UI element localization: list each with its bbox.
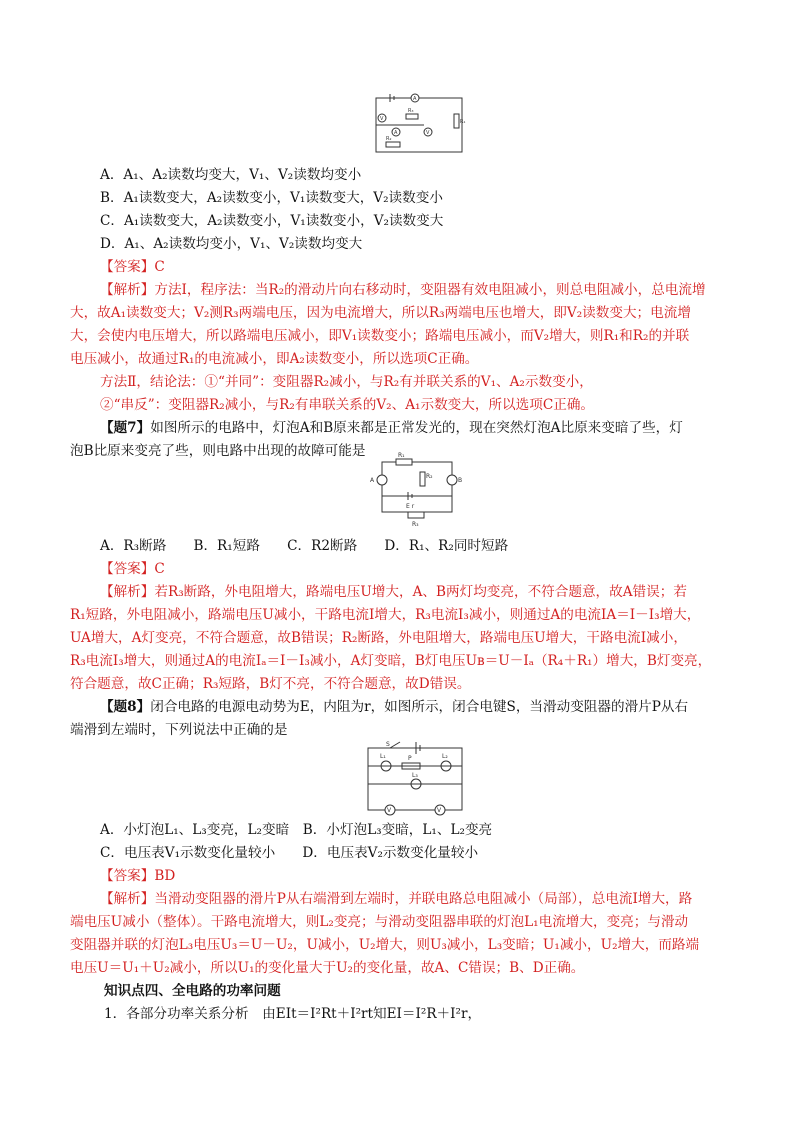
q7-analysis-line: R₁短路，外电阻减小，路端电压U减小，干路电流I增大，R₃电流I₃减小，则通过A的电流IA＝I－I₃增大，: [70, 607, 701, 623]
q6-analysis-line: 方法Ⅱ，结论法：①“并同”：变阻器R₂减小，与R₂有并联关系的V₁、A₂示数变小，: [100, 374, 593, 390]
q6-resistor-r3-label: R₃: [408, 108, 414, 114]
q8-switch-label: S: [386, 741, 390, 748]
q6-ammeter-a1-label: A: [413, 96, 417, 102]
circuit-diagram-q7: [368, 448, 468, 528]
q8-answer: 【答案】BD: [100, 868, 176, 884]
q8-analysis-line: 电压U＝U₁＋U₂减小，所以U₁的变化量大于U₂的变化量，故A、C错误；B、D正确。: [70, 960, 585, 976]
q8-analysis-line: 【解析】当滑动变阻器的滑片P从右端滑到左端时，并联电路总电阻减小（局部），总电流I增大，路: [100, 891, 693, 907]
q8-stem-line: 端滑到左端时，下列说法中正确的是: [70, 722, 288, 738]
q7-options: A．R₃断路 B．R₁短路 C．R2断路 D．R₁、R₂同时短路: [100, 538, 509, 554]
q7-stem-line: [100, 417, 725, 439]
q6-analysis-line: 电压减小，故通过R₁的电流减小，即A₂读数变小，所以选项C正确。: [70, 351, 479, 367]
q7-analysis-line: 符合题意，故C正确；R₃短路，B灯不亮，不符合题意，故D错误。: [70, 676, 471, 692]
q8-lamp-l1-label: L₁: [380, 753, 386, 760]
q7-answer: 【答案】C: [100, 561, 165, 577]
q6-voltmeter-v1-label: V: [426, 130, 430, 136]
q8-option-ab: A．小灯泡L₁、L₃变亮，L₂变暗 B．小灯泡L₃变暗，L₁、L₂变亮: [100, 822, 493, 838]
q7-resistor-r1-label: R₁: [398, 452, 405, 459]
q7-tag: 【题7】: [100, 420, 151, 436]
q7-resistor-r2-label: R₂: [426, 473, 433, 480]
q8-voltmeter-v1-label: V: [387, 807, 392, 814]
circuit-diagram-q8: [360, 736, 470, 816]
q6-resistor-r1-label: R₁: [460, 119, 466, 125]
q8-voltmeter-v2-label: V: [437, 807, 442, 814]
q8-stem-text: 闭合电路的电源电动势为E，内阻为r，如图所示，闭合电键S，当滑动变阻器的滑片P从右: [150, 699, 689, 715]
q8-analysis-line: 变阻器并联的灯泡L₃电压U₃＝U－U₂，U减小，U₂增大，则U₃减小，L₃变暗；U₁减小，U₂增大，而路端: [70, 937, 700, 953]
q8-option-cd: C．电压表V₁示数变化量较小 D．电压表V₂示数变化量较小: [100, 845, 479, 861]
section-title: 知识点四、全电路的功率问题: [104, 983, 281, 999]
q8-analysis-line: 端电压U减小（整体）。干路电流增大，则L₂变亮；与滑动变阻器串联的灯泡L₁电流增大，变亮；与滑动: [70, 914, 689, 930]
section-item: 1．各部分功率关系分析 由EIt＝I²Rt＋I²rt知EI＝I²R＋I²r，: [104, 1006, 482, 1022]
q8-lamp-l2-label: L₂: [442, 753, 448, 760]
q6-voltmeter-v2-label: V: [380, 116, 384, 122]
q6-analysis-line: 【解析】方法Ⅰ，程序法：当R₂的滑动片向右移动时，变阻器有效电阻减小，则总电阻减小，总电流增: [100, 282, 706, 298]
q6-analysis-line: 大，会使内电压增大，所以路端电压减小，即V₁读数变小；路端电压减小，而V₂增大，则R₁和R₂的并联: [70, 328, 690, 344]
q7-stem-text: 如图所示的电路中，灯泡A和B原来都是正常发光的，现在突然灯泡A比原来变暗了些，灯: [150, 420, 683, 436]
q7-stem-line: 泡B比原来变亮了些，则电路中出现的故障可能是: [70, 443, 366, 459]
q7-analysis-line: 【解析】若R₃断路，外电阻增大，路端电压U增大，A、B两灯均变亮，不符合题意，故A错误；若: [100, 584, 687, 600]
q7-lamp-a-label: A: [370, 477, 375, 484]
q6-ammeter-a2-label: A: [394, 130, 398, 136]
q8-lamp-l3-label: L₃: [412, 772, 418, 779]
q7-lamp-b-label: B: [458, 477, 463, 484]
q8-slider-label: P: [408, 755, 412, 762]
q7-source-label: E r: [406, 503, 415, 510]
circuit-diagram-q6: [370, 92, 470, 162]
q7-resistor-r3-label: R₃: [412, 521, 419, 528]
q8-tag: 【题8】: [100, 699, 151, 715]
q6-option-c: C．A₁读数变大，A₂读数变小，V₁读数变小，V₂读数变大: [100, 213, 444, 229]
q6-analysis-line: ②“串反”：变阻器R₂减小，与R₂有串联关系的V₂、A₁示数变大，所以选项C正确。: [100, 397, 595, 413]
q6-option-b: B．A₁读数变大，A₂读数变小，V₁读数变大，V₂读数变小: [100, 190, 443, 206]
q6-option-a: A．A₁、A₂读数均变大，V₁、V₂读数均变小: [100, 167, 362, 183]
q7-analysis-line: UA增大，A灯变亮，不符合题意，故B错误；R₂断路，外电阻增大，路端电压U增大，干路电流I减小，: [70, 630, 687, 646]
q6-option-d: D．A₁、A₂读数均变小，V₁、V₂读数均变大: [100, 236, 363, 252]
q8-stem-line: [100, 696, 725, 718]
q6-answer: 【答案】C: [100, 259, 165, 275]
q6-resistor-r2-label: R₂: [386, 136, 392, 142]
q6-analysis-line: 大，故A₁读数变大；V₂测R₃两端电压，因为电流增大，所以R₃两端电压也增大，即V₂读数变大；电流增: [70, 305, 691, 321]
q7-analysis-line: R₃电流I₃增大，则通过A的电流Iₐ＝I－I₃减小，A灯变暗，B灯电压Uʙ＝U－Iₐ（R₄＋R₁）增大，B灯变亮，: [70, 653, 712, 669]
